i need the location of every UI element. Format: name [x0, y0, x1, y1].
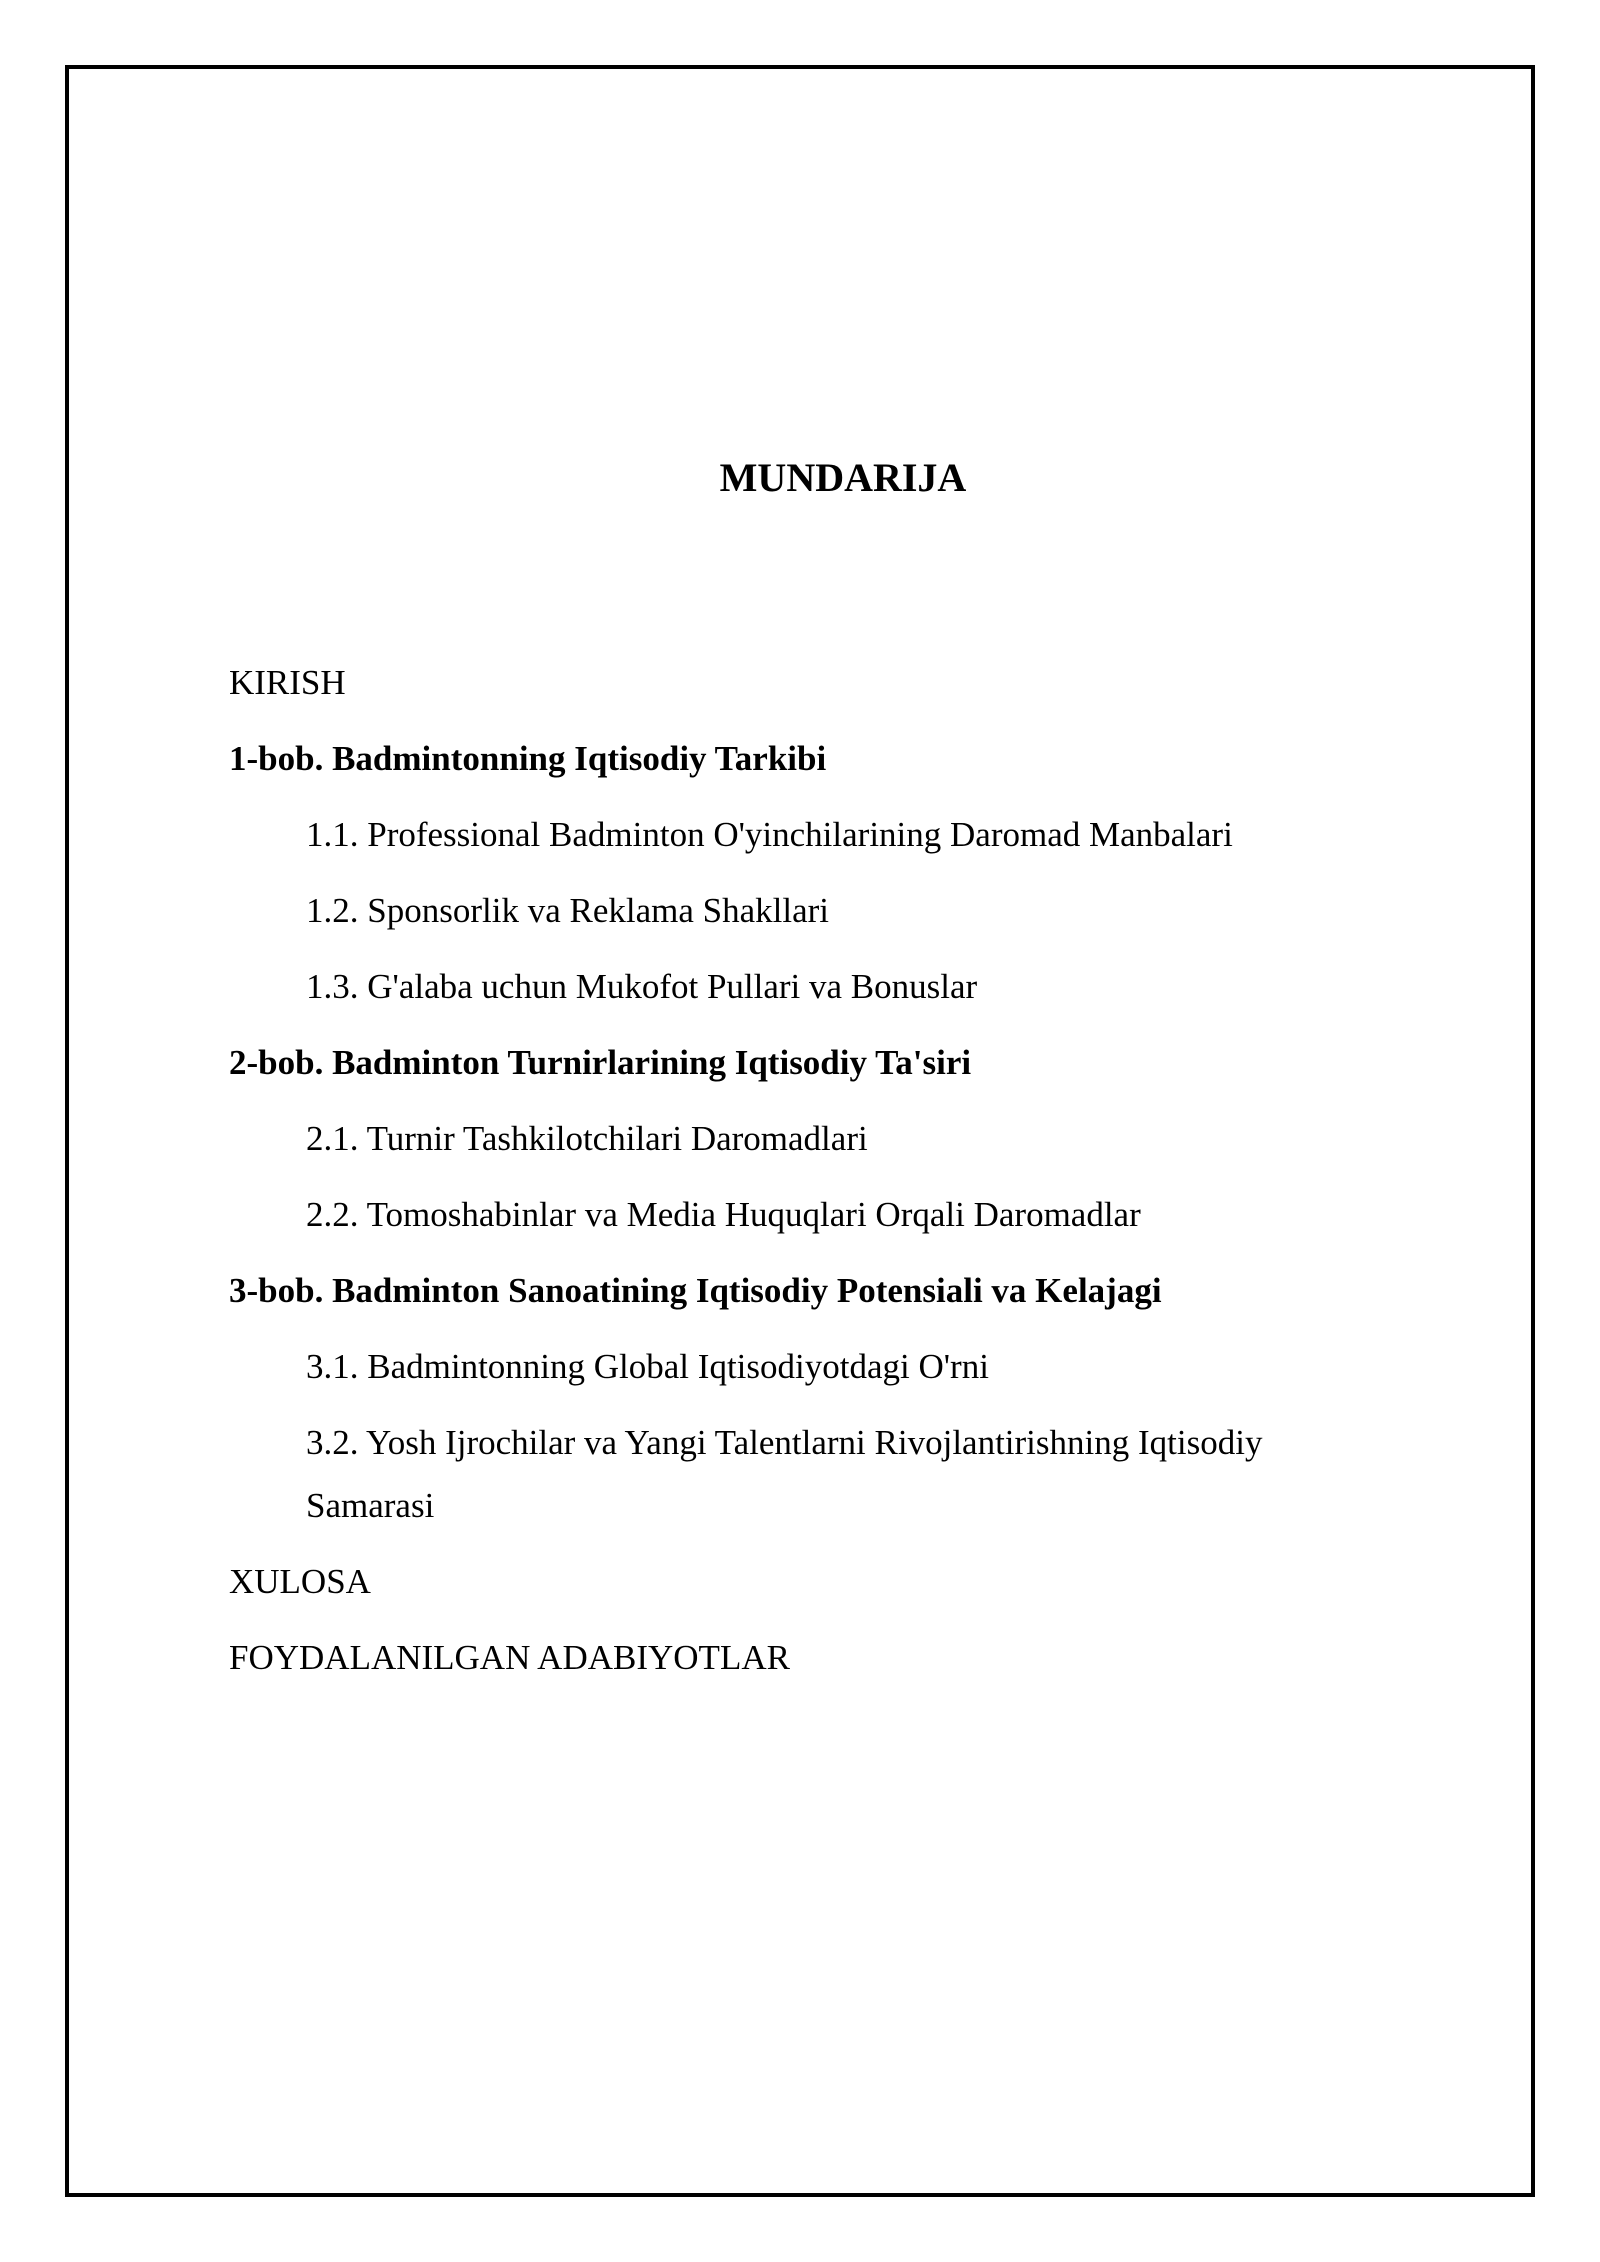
toc-section-1-3: 1.3. G'alaba uchun Mukofot Pullari va Bonuslar — [306, 967, 978, 1006]
toc-section-3-1: 3.1. Badmintonning Global Iqtisodiyotdagi O'rni — [306, 1347, 989, 1386]
toc-section-2-1: 2.1. Turnir Tashkilotchilari Daromadlari — [306, 1119, 868, 1158]
table-of-contents — [229, 645, 1379, 1696]
page-title: MUNDARIJA — [719, 455, 967, 500]
toc-entry-kirish: KIRISH — [229, 663, 346, 702]
toc-section-3-2: 3.2. Yosh Ijrochilar va Yangi Talentlarni Rivojlantirishning Iqtisodiy Samarasi — [306, 1423, 1263, 1525]
toc-chapter-1: 1-bob. Badmintonning Iqtisodiy Tarkibi — [229, 739, 827, 778]
toc-entry-xulosa: XULOSA — [229, 1562, 371, 1601]
toc-entry-adabiyotlar: FOYDALANILGAN ADABIYOTLAR — [229, 1638, 790, 1677]
toc-section-1-1: 1.1. Professional Badminton O'yinchilarining Daromad Manbalari — [306, 815, 1233, 854]
toc-chapter-3: 3-bob. Badminton Sanoatining Iqtisodiy Potensiali va Kelajagi — [229, 1271, 1162, 1310]
toc-chapter-2: 2-bob. Badminton Turnirlarining Iqtisodiy Ta'siri — [229, 1043, 972, 1082]
toc-section-1-2: 1.2. Sponsorlik va Reklama Shakllari — [306, 891, 829, 930]
toc-section-2-2: 2.2. Tomoshabinlar va Media Huquqlari Orqali Daromadlar — [306, 1195, 1141, 1234]
